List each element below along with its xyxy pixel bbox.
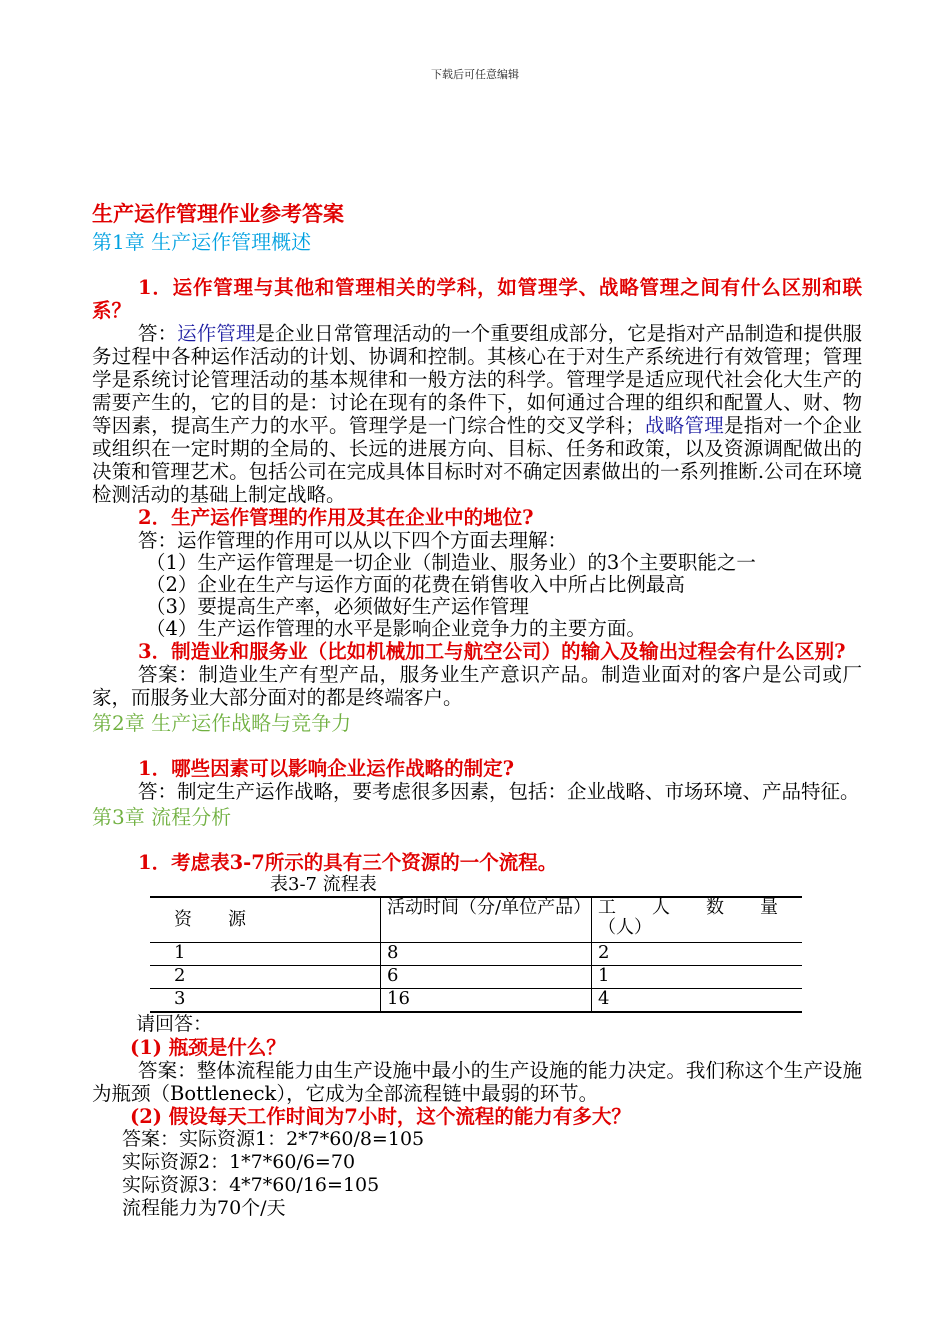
process-table — [150, 896, 802, 1013]
header-note: 下载后可任意编辑 — [431, 68, 519, 81]
answer-text: 是企业日常管理活动的一个重要组成部分，它是指对产品制造和提供服务过程中各种运作活动的计划、协调和控制。其核心在于对生产系统进行有效管理；管理学是系统讨论管理活动的基本规律和一般方法的科学。管理学是适应现代社会化大生产的需要产生的，它的目的是：讨论在现有的条件下，如何通过合理的组织和配置人、财、物等因素，提高生产力的水平。管理学是一门综合性的交叉学科； — [92, 322, 862, 437]
table-caption: 表3-7 流程表 — [270, 874, 377, 895]
ch3-subanswer-1: 答案：整体流程能力由生产设施中最小的生产设施的能力决定。我们称这个生产设施为瓶颈（Bottleneck），它成为全部流程链中最弱的环节。 — [92, 1059, 862, 1105]
list-item: （4）生产运作管理的水平是影响企业竞争力的主要方面。 — [146, 617, 646, 640]
list-item: （3）要提高生产率，必须做好生产运作管理 — [146, 595, 529, 618]
calc-line: 流程能力为70个/天 — [122, 1197, 286, 1219]
table-header-row — [150, 897, 802, 943]
answer-prefix: 答： — [138, 322, 178, 345]
ch1-answer-1 — [92, 322, 862, 506]
table-cell: 6 — [381, 966, 592, 989]
chapter-2-title: 第2章 生产运作战略与竞争力 — [92, 711, 352, 735]
table-row — [150, 966, 802, 989]
table-cell: 2 — [592, 943, 803, 966]
table-cell: 1 — [150, 943, 381, 966]
please-answer: 请回答： — [136, 1013, 213, 1035]
table-header-cell: 活动时间（分/单位产品） — [381, 897, 592, 943]
list-item: （2）企业在生产与运作方面的花费在销售收入中所占比例最高 — [146, 573, 685, 596]
chapter-1-title: 第1章 生产运作管理概述 — [92, 230, 312, 254]
ch1-answer-2: 答：运作管理的作用可以从以下四个方面去理解： — [138, 529, 568, 552]
ch2-question-1: 1．哪些因素可以影响企业运作战略的制定? — [138, 757, 514, 780]
document-title: 生产运作管理作业参考答案 — [92, 201, 344, 226]
table-header-cell: 资 源 — [150, 897, 381, 943]
answer-text: 是指对一个企业或组织在一定时期的全局的、长远的进展方向、目标、任务和政策，以及资源调配做出的决策和管理艺术。包括公司在完成具体目标时对不确定因素做出的一系列推断.公司在环境检测活动的基础上制定战略。 — [92, 414, 862, 506]
table-row — [150, 989, 802, 1013]
table-row — [150, 943, 802, 966]
document-body — [92, 200, 862, 1220]
list-item: （1）生产运作管理是一切企业（制造业、服务业）的3个主要职能之一 — [146, 551, 756, 574]
chapter-3-title: 第3章 流程分析 — [92, 805, 232, 829]
table-cell: 2 — [150, 966, 381, 989]
calc-line: 实际资源2：1*7*60/6=70 — [122, 1151, 356, 1173]
ch1-question-3: 3．制造业和服务业（比如机械加工与航空公司）的输入及输出过程会有什么区别? — [138, 640, 846, 663]
ch3-question-1: 1．考虑表3-7所示的具有三个资源的一个流程。 — [138, 851, 558, 874]
term-operations-management: 运作管理 — [177, 322, 256, 345]
ch1-answer-3: 答案：制造业生产有型产品，服务业生产意识产品。制造业面对的客户是公司或厂家，而服务业大部分面对的都是终端客户。 — [92, 663, 862, 709]
table-cell: 3 — [150, 989, 381, 1013]
ch2-answer-1: 答：制定生产运作战略，要考虑很多因素，包括：企业战略、市场环境、产品特征。 — [138, 780, 860, 803]
table-cell: 16 — [381, 989, 592, 1013]
ch1-question-1: 1．运作管理与其他和管理相关的学科，如管理学、战略管理之间有什么区别和联系？ — [92, 276, 862, 322]
term-strategic-management: 战略管理 — [644, 414, 724, 437]
calc-line: 答案：实际资源1：2*7*60/8=105 — [122, 1128, 425, 1150]
table-cell: 8 — [381, 943, 592, 966]
ch3-subquestion-2: (2) 假设每天工作时间为7小时，这个流程的能力有多大？ — [130, 1105, 631, 1128]
table-header-cell: 工 人 数 量（人） — [592, 897, 803, 943]
ch3-subquestion-1: (1) 瓶颈是什么？ — [130, 1036, 286, 1059]
ch1-question-2: 2．生产运作管理的作用及其在企业中的地位? — [138, 506, 534, 529]
calc-line: 实际资源3：4*7*60/16=105 — [122, 1174, 380, 1196]
table-cell: 1 — [592, 966, 803, 989]
table-cell: 4 — [592, 989, 803, 1013]
